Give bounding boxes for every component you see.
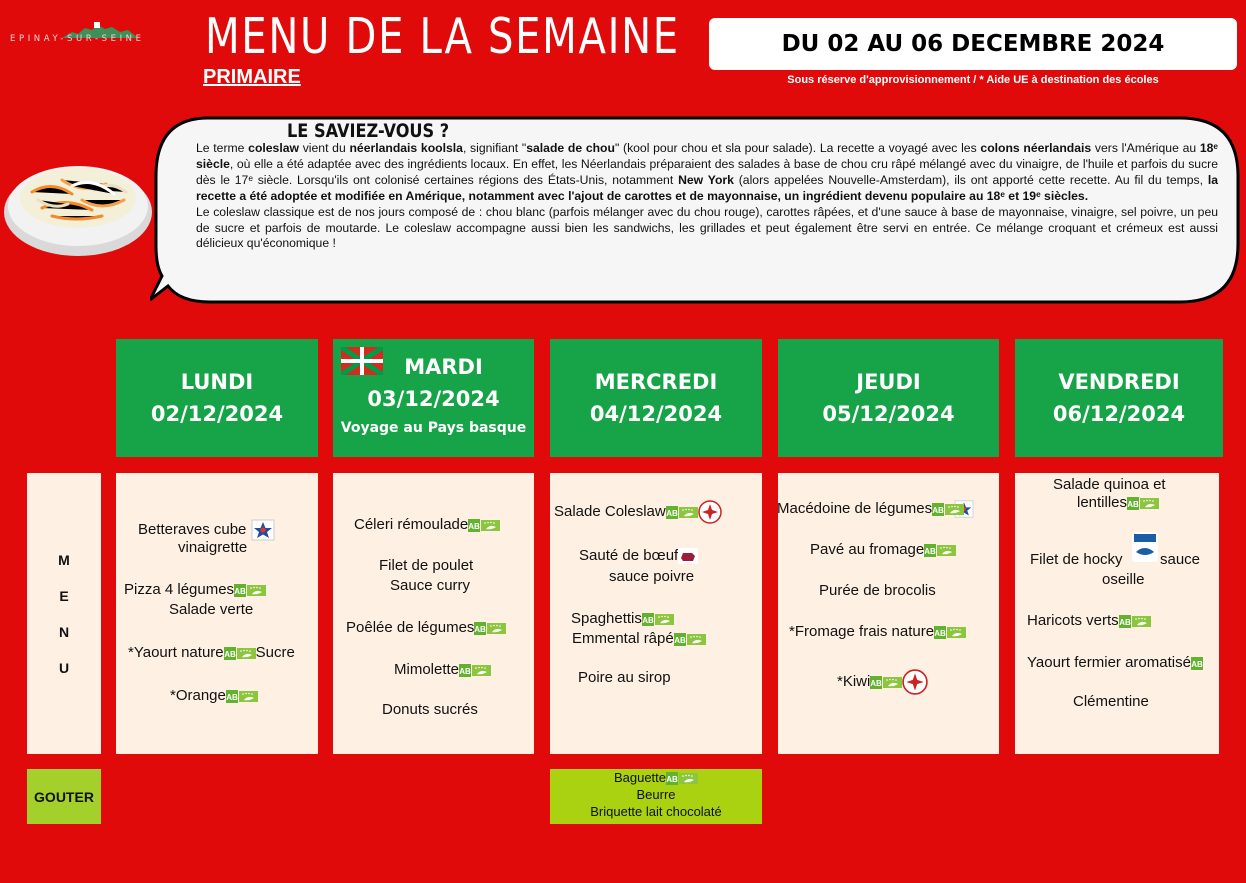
french-beef-icon xyxy=(678,548,698,564)
msc-fish-label-icon xyxy=(1132,532,1158,562)
svg-text:AB: AB xyxy=(1118,617,1131,627)
menu-item: Pavé au fromage AB xyxy=(810,540,956,559)
gouter-item: Beurre xyxy=(636,787,676,802)
svg-text:AB: AB xyxy=(474,624,487,634)
reserve-note: Sous réserve d'approvisionnement / * Aide UE à destination des écoles xyxy=(787,74,1159,86)
menu-item: Donuts sucrés xyxy=(382,701,478,718)
organic-label-icon xyxy=(1191,657,1203,670)
quality-seal-icon xyxy=(698,500,722,524)
date-range-text: DU 02 AU 06 DECEMBRE 2024 xyxy=(781,31,1165,57)
organic-label-icon xyxy=(474,622,506,635)
menu-item: Salade quinoa et xyxy=(1053,476,1166,493)
menu-item: sauce poivre xyxy=(609,568,695,585)
menu-item: Purée de brocolis xyxy=(819,582,936,599)
city-logo-icon xyxy=(10,16,190,50)
fact-paragraph-2: Le coleslaw classique est de nos jours composé de : chou blanc (parfois mélanger avec du chou rouge), carottes râpées, et d'une sauce à base de mayonnaise, vinaigre, sel poivre, un peu de sucre et parfois de moutarde. Le coleslaw accompagne aussi bien les sandwichs, les grillades et peut également être servi en entrée. Ce mélange croquant et crémeux est aussi délicieux qu'économique ! xyxy=(196,204,1218,251)
fact-text-segment: salade de chou xyxy=(526,141,615,155)
organic-label-icon xyxy=(666,772,698,785)
organic-label-icon xyxy=(468,519,500,532)
menu-item: Salade verte xyxy=(169,601,254,618)
menu-item: Betteraves cube xyxy=(138,519,275,541)
fact-text-segment: vient du xyxy=(298,141,350,155)
day-name: LUNDI xyxy=(180,370,254,394)
day-date: 02/12/2024 xyxy=(150,402,284,426)
day-theme: Voyage au Pays basque xyxy=(340,420,527,436)
day-name: JEUDI xyxy=(856,370,921,394)
gouter-item: Baguette AB xyxy=(550,769,762,786)
menu-item: sauce xyxy=(1160,551,1201,568)
menu-side-label xyxy=(27,473,101,754)
menu-item: *Fromage frais nature AB xyxy=(789,622,966,641)
organic-label-icon xyxy=(870,676,902,689)
menu-item: *Kiwi AB xyxy=(837,669,928,695)
organic-label-icon xyxy=(226,690,258,703)
day-header-vendredi xyxy=(1015,339,1223,457)
fact-text xyxy=(196,141,1218,252)
organic-label-icon xyxy=(932,503,954,516)
menu-item: Clémentine xyxy=(1073,693,1149,710)
menu-item: Sauce curry xyxy=(390,577,471,594)
menu-item: Mimolette AB xyxy=(394,660,491,679)
organic-label-icon xyxy=(1119,615,1151,628)
organic-label-icon xyxy=(642,613,674,626)
page-subtitle: PRIMAIRE xyxy=(203,66,301,88)
organic-label-icon xyxy=(224,647,256,660)
svg-text:AB: AB xyxy=(234,586,246,596)
menu-letter: E xyxy=(59,587,69,604)
menu-item: Filet de hocky xyxy=(1030,551,1123,568)
svg-text:AB: AB xyxy=(223,649,236,659)
menu-item: Haricots verts AB xyxy=(1027,611,1151,630)
svg-text:AB: AB xyxy=(1127,499,1139,509)
fact-paragraph-1 xyxy=(196,141,1218,205)
organic-label-icon xyxy=(459,664,491,677)
menu-item: Sauté de bœuf xyxy=(579,546,698,565)
svg-text:AB: AB xyxy=(459,666,471,676)
fact-text-segment: néerlandais koolsla xyxy=(349,141,463,155)
day-header-lundi xyxy=(116,339,318,457)
label-star-icon xyxy=(251,519,275,541)
fact-title: LE SAVIEZ-VOUS ? xyxy=(287,120,450,142)
svg-text:AB: AB xyxy=(1191,659,1203,669)
day-name: MERCREDI xyxy=(594,370,718,394)
quality-seal-icon xyxy=(902,669,928,695)
menu-item: Emmental râpé AB xyxy=(572,629,706,648)
date-range-box xyxy=(709,18,1237,70)
fact-text-segment: coleslaw xyxy=(248,141,299,155)
menu-item: Filet de poulet xyxy=(379,557,474,574)
organic-label-icon xyxy=(924,544,956,557)
menu-letter: U xyxy=(58,659,70,676)
coleslaw-bowl-icon xyxy=(2,150,154,258)
svg-text:AB: AB xyxy=(932,505,944,515)
fact-text-segment: , signifiant " xyxy=(462,141,527,155)
menu-item: Yaourt fermier aromatisé AB xyxy=(1027,653,1203,672)
fact-text-segment: la recette a été adoptée et modifiée en Amérique, notamment avec l'ajout de carottes et de mayonnaise, un ingrédient devenu populaire au 18ᵉ et 19ᵉ siècles. xyxy=(196,172,1218,203)
fact-text-segment: 18ᵉ siècle xyxy=(196,141,1218,171)
gouter-item: Briquette lait chocolaté xyxy=(590,804,722,819)
svg-text:AB: AB xyxy=(642,615,654,625)
day-header-mercredi xyxy=(550,339,762,457)
fact-text-segment: vers l'Amérique au xyxy=(1091,141,1200,155)
menu-item: Pizza 4 légumes AB xyxy=(124,580,266,599)
fact-text-segment: colons néerlandais xyxy=(980,141,1092,155)
organic-label-icon xyxy=(1127,497,1159,510)
fact-text-segment: , où elle a été adaptée avec des ingrédients locaux. En effet, les Néerlandais préparaient des salades à base de chou cru râpé mélangé avec du vinaigre, de l'huile et parfois du sucre dès le 17ᵉ siècle. Lorsqu'ils ont colonisé certaines régions des États-Unis, notamment xyxy=(196,156,1218,187)
day-date: 04/12/2024 xyxy=(589,402,723,426)
day-date: 03/12/2024 xyxy=(367,387,500,411)
menu-item: Macédoine de légumes AB xyxy=(777,499,974,518)
day-name: VENDREDI xyxy=(1058,370,1180,394)
svg-text:AB: AB xyxy=(673,635,686,645)
fact-text-segment: New York xyxy=(678,172,734,187)
fact-text-segment: (alors appelées Nouvelle-Amsterdam), ils ont apporté cette recette. Au fil du temps, xyxy=(733,172,1208,187)
svg-text:AB: AB xyxy=(924,546,937,556)
svg-text:AB: AB xyxy=(934,628,946,638)
menu-item: *Yaourt nature AB Sucre xyxy=(128,644,295,661)
day-name: MARDI xyxy=(404,355,483,379)
menu-item: Salade Coleslaw AB xyxy=(554,500,722,524)
gouter-label: GOUTER xyxy=(27,769,101,824)
menu-item: lentilles AB xyxy=(1077,493,1159,512)
basque-flag-icon xyxy=(341,347,383,375)
day-header-jeudi xyxy=(778,339,999,457)
organic-label-icon xyxy=(666,506,698,519)
menu-item: vinaigrette xyxy=(178,539,248,556)
menu-item: *Orange AB xyxy=(170,686,258,705)
organic-label-icon xyxy=(934,626,966,639)
menu-letter: N xyxy=(58,623,70,640)
organic-label-icon xyxy=(674,633,706,646)
menu-item: Poire au sirop xyxy=(578,669,671,686)
menu-item: Poêlée de légumes AB xyxy=(346,618,506,637)
svg-text:AB: AB xyxy=(665,508,678,518)
svg-text:AB: AB xyxy=(870,678,883,688)
menu-item: Spaghettis AB xyxy=(571,609,674,628)
organic-label-icon xyxy=(234,584,266,597)
gouter-box xyxy=(550,769,762,824)
day-date: 05/12/2024 xyxy=(822,402,955,426)
day-header-mardi xyxy=(333,339,534,457)
svg-text:AB: AB xyxy=(226,692,238,702)
menu-item: oseille xyxy=(1102,571,1145,588)
day-date: 06/12/2024 xyxy=(1052,402,1186,426)
menu-letter: M xyxy=(58,551,70,568)
fact-text-segment: Le terme xyxy=(196,141,249,155)
svg-text:AB: AB xyxy=(666,775,678,785)
fact-text-segment: " (kool pour chou et sla pour salade). La recette a voyagé avec les xyxy=(614,141,981,155)
page-title: MENU DE LA SEMAINE xyxy=(205,8,680,65)
menu-item: Céleri rémoulade AB xyxy=(354,515,500,534)
svg-text:AB: AB xyxy=(468,521,481,531)
logo-text: EPINAY-SUR-SEINE xyxy=(10,34,145,44)
